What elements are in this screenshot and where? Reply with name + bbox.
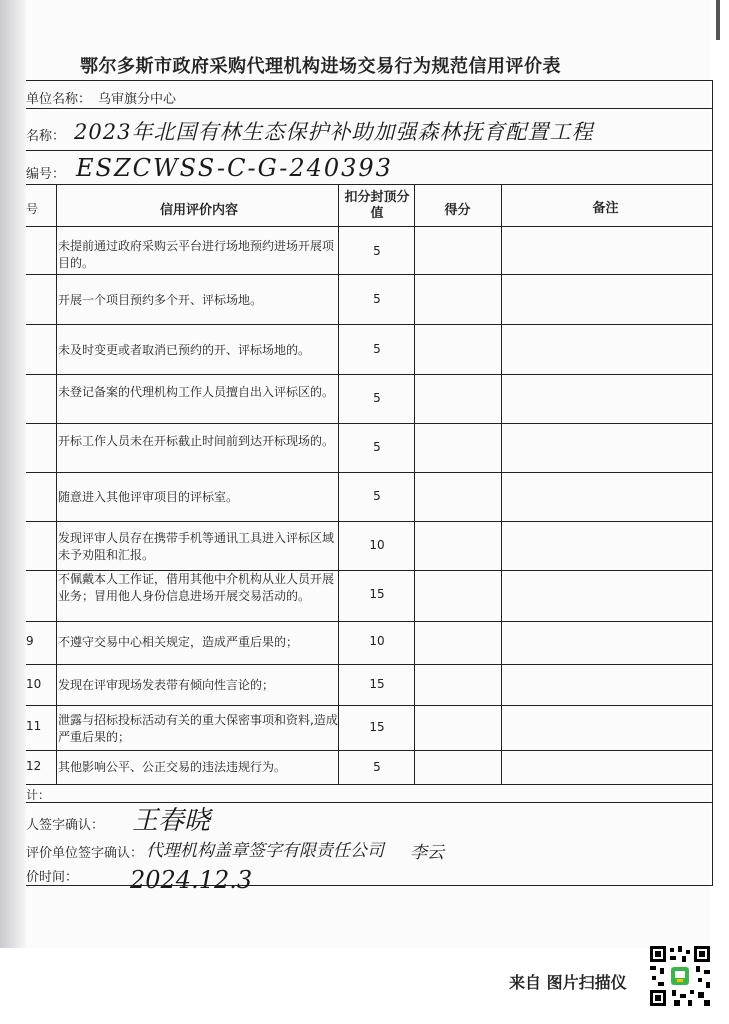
- header-score: 得分: [444, 203, 471, 218]
- unit-person-signature: 李云: [410, 843, 444, 863]
- header-remark: 备注: [592, 201, 619, 216]
- qr-code-icon[interactable]: [648, 944, 712, 1008]
- source-label: 来自 图片扫描仪: [509, 973, 627, 992]
- page-shadow: [0, 0, 26, 948]
- person-sign-label: 人签字确认：: [26, 818, 105, 833]
- header-max: 扣分封顶分值: [344, 190, 410, 221]
- project-value: 2023年北国有林生态保护补助加强森林抚育配置工程: [74, 120, 594, 144]
- person-signature: 王春晓: [132, 806, 211, 836]
- date-label: 价时间：: [26, 870, 79, 885]
- code-value: ESZCWSS-C-G-240393: [76, 154, 393, 182]
- date-value: 2024.12.3: [130, 866, 253, 894]
- page-edge: [716, 0, 720, 40]
- header-content: 信用评价内容: [159, 203, 238, 218]
- project-label: 名称：: [26, 129, 66, 144]
- total-label: 计：: [26, 788, 51, 802]
- header-num: 号: [26, 202, 39, 216]
- unit-label: 单位名称：: [26, 92, 92, 107]
- unit-sign-label: 评价单位签字确认：: [26, 846, 144, 861]
- page-title: 鄂尔多斯市政府采购代理机构进场交易行为规范信用评价表: [80, 56, 561, 77]
- code-label: 编号：: [26, 167, 66, 182]
- unit-signature: 代理机构盖章签字有限责任公司: [146, 841, 384, 861]
- unit-value: 乌审旗分中心: [98, 92, 177, 107]
